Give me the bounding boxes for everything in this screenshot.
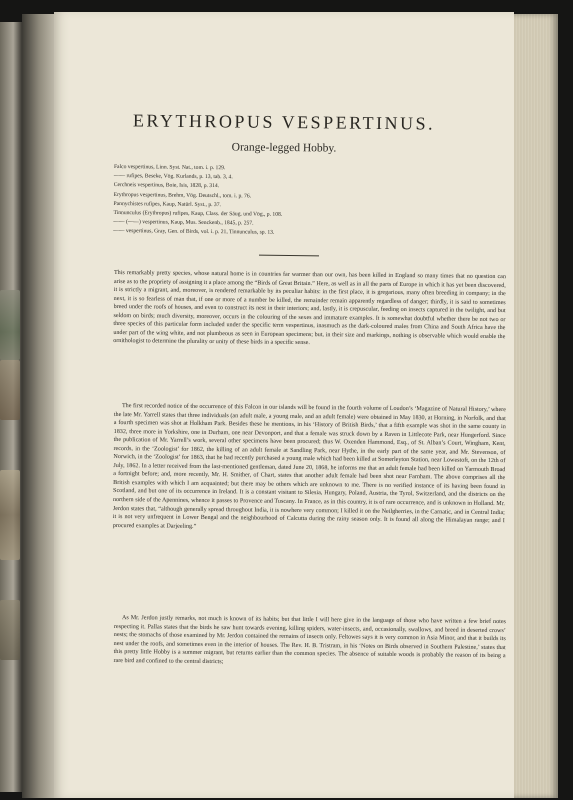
- species-title: ERYTHROPUS VESPERTINUS.: [132, 110, 436, 134]
- synonym-line: —— vespertinus, Gray, Gen. of Birds, vol. i. p. 21, Tinnunculus, sp. 13.: [113, 228, 275, 237]
- synonym-line: Tinnunculus (Erythropus) rufipes, Kaup, Class. der Säug. und Vög., p. 108.: [113, 210, 283, 218]
- synonym-line: Falco vespertinus, Linn. Syst. Nat., tom. i. p. 129.: [113, 163, 226, 172]
- bird-illustration-fragment: [0, 600, 20, 660]
- body-paragraph: As Mr. Jerdon justly remarks, not much is known of its habits; but that little I will here give in the language of those who have written a few brief notes respecting it. Pallas states that the birds he saw hunt towards evening, killing spiders, water-insects, and, occasionally, swallows, and breed in deserted crows’ nests; the stomachs of those examined by Mr. Jerdon contained the remains of insects only. Feltowes says it is very common in Asia Minor, and that it builds its nest under the roofs, and sometimes even in the interior of houses. The Rev. H. B. Tristram, in his ‘Notes on Birds observed in Southern Palestine,’ states that this pretty little Hobby is a summer migrant, but returns earlier than the common species. The absence of suitable woods is probably the reason of its being a rare bird and confined to the central districts;: [113, 615, 506, 665]
- book-page: [54, 12, 514, 798]
- synonym-line: Cerchneis vespertinus, Boie, Isis, 1828, p. 314.: [113, 182, 220, 190]
- bird-illustration-fragment: [0, 360, 20, 420]
- section-divider: [259, 255, 319, 257]
- synonym-line: —— rufipes, Besеke, Vög. Kurlands, p. 13, tab. 3, 4.: [113, 173, 233, 181]
- bird-illustration-fragment: [0, 290, 20, 360]
- bird-illustration-fragment: [0, 470, 20, 560]
- body-paragraph: This remarkably pretty species, whose natural home is in countries far warmer than our own, has been killed in England so many times that no question can arise as to the propriety of assigning it a place among the “Birds of Great Britain.” Here, as well as in all the parts of Europe in which it has yet been discovered, it is strictly a migrant, and, moreover, is rendered remarkable by its peculiar habits: in the first place, it is gregarious, many often breeding in company; in the next, it is so fearless of man that, if one or more of a number be killed, the remainder remain apparently regardless of danger; thirdly, it is said to sometimes breed under the roofs of houses, and even to construct its nest in their interiors; and, lastly, it is crepuscular, feeding on insects captured in the twilight, and but seldom on birds; much diversity, moreover, occurs in the colouring of the sexes and immature examples. It is somewhat doubtful whether there be not two or three species of this particular form included under the specific term vespertinus, inasmuch as the dark-coloured males from China and South Africa have the under part of the wing white, and not plumbeous as seen in European specimens; but, in their size and markings, nothing is observable which would enable the ornithologist to determine the plurality or unity of these birds in a specific sense.: [113, 269, 506, 347]
- common-name: Orange-legged Hobby.: [231, 141, 337, 155]
- body-paragraph: The first recorded notice of the occurrence of this Falcon in our islands will be found in the fourth volume of Loudon’s ‘Magazine of Natural History,’ where the late Mr. Yarrell states that three individuals (an adult male, a young male, and an adult female) were obtained in May 1830, at Horning, in Norfolk, and that a fourth specimen was shot at Holkham Park. Besides these he mentions, in his ‘History of British Birds,’ that a fifth example was shot in the same county in 1832, three more in Yorkshire, one in Durham, one near Devonport, and that a female was struck down by a Raven in Littlecote Park, near Hungerford. Since the publication of Mr. Yarrell’s work, several other specimens have been procured; thus W. Oxenden Hammond, Esq., of St. Alban’s Court, Wingham, Kent, records, in the ‘Zoologist’ for 1862, the killing of an adult female at Sandling Park, near Hythe, in the early part of the same year, and Mr. Stevenson, of Norwich, in the ‘Zoologist’ for 1863, that he had recently purchased a young male which had been killed at Somerleyton Station, near Lowestoft, on the 12th of July, 1862. In a letter received from the last-mentioned gentleman, dated June 20, 1868, he informs me that an adult female had been killed on Yarmouth Broad a fortnight before; and, more recently, Mr. H. Smither, of Chart, states that another adult female had been shot near Farnham. The above comprises all the British examples with which I am acquainted; but there may be others which are unknown to me. There is no verified instance of its having been found in Scotland, and but one of its occurrence in Ireland. It is a constant visitant to Silesia, Hungary, Poland, Austria, the Tyrol, Switzerland, and the districts on the northern side of the Apennines, whence it passes to Provence and Tuscany. In France, as in this country, it is of rare occurrence, and is unknown in Holland. Mr. Jerdon states that, “although generally spread throughout India, it is nowhere very common; I killed it on the Neilgherries, in the Carnatic, and in Central India; it is not very unfrequent in Lower Bengal and the neighbourhood of Calcutta during the rainy season only. It is found all along the Himalayan range; and I procured examples at Darjeeling.”: [112, 403, 506, 530]
- synonym-line: —— (——) vespertinus, Kaup, Mus. Senckenb., 1845, p. 257.: [113, 219, 254, 227]
- synonymy-list: [113, 163, 374, 239]
- page-content: [54, 12, 514, 798]
- synonym-line: Erythropus vespertinus, Brehm, Vög. Deutschl., tom. i. p. 76.: [113, 191, 252, 200]
- synonym-line: Pannychistes rufipes, Kaup, Natürl. Syst., p. 37.: [113, 200, 221, 208]
